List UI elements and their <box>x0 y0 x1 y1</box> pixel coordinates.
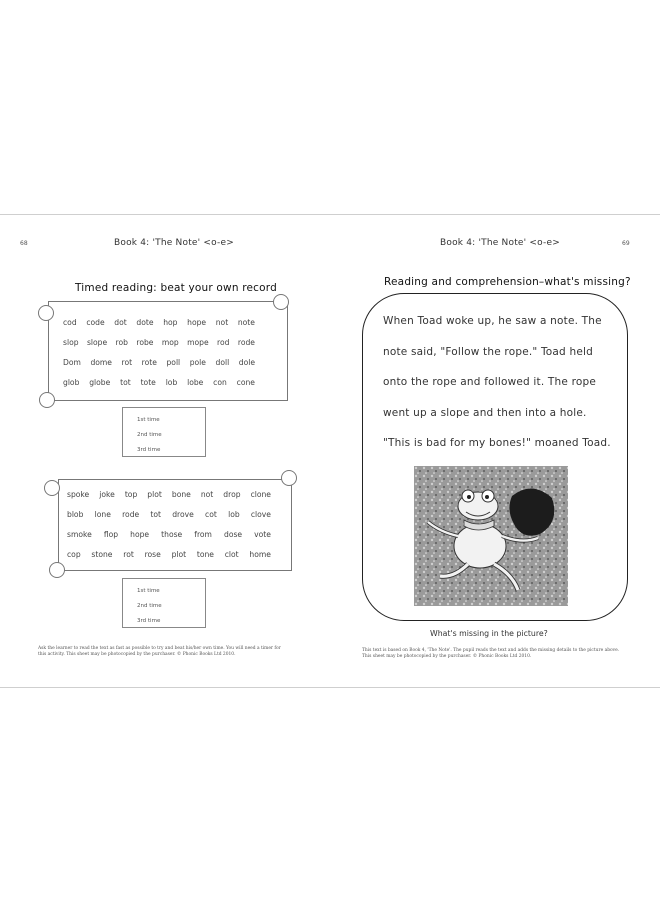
word: code <box>86 318 105 327</box>
word: rot <box>121 358 133 367</box>
right-page-number: 69 <box>622 240 630 247</box>
word: tone <box>196 550 214 559</box>
word-row <box>63 338 255 347</box>
word: plot <box>147 490 162 499</box>
word: spoke <box>67 490 90 499</box>
scroll-curl-left <box>44 480 60 496</box>
word: dose <box>224 530 243 539</box>
word: drove <box>172 510 194 519</box>
word: cone <box>236 378 255 387</box>
word: lob <box>165 378 178 387</box>
word: tot <box>120 378 131 387</box>
left-page-title: Timed reading: beat your own record <box>75 282 277 294</box>
right-page-footer: This text is based on Book 4, 'The Note'. The pupil reads the text and adds the missing details to the picture above. This sheet may be photocopied by the purchaser. © Phonic Books Ltd 2010. <box>362 648 620 659</box>
word: flop <box>103 530 119 539</box>
word: clot <box>224 550 239 559</box>
word: rob <box>115 338 128 347</box>
passage-line: went up a slope and then into a hole. <box>383 407 587 419</box>
word-scroll-2 <box>58 479 292 571</box>
word-row <box>67 530 271 539</box>
word: blob <box>67 510 84 519</box>
time-label: 3rd time <box>137 447 161 453</box>
word: not <box>200 490 214 499</box>
word: rode <box>237 338 255 347</box>
word: slope <box>86 338 108 347</box>
word: cop <box>67 550 81 559</box>
word: hope <box>130 530 150 539</box>
word: poll <box>166 358 181 367</box>
right-page-header: Book 4: 'The Note' <o-e> <box>440 238 560 248</box>
word: hop <box>163 318 178 327</box>
word: rode <box>122 510 140 519</box>
word: home <box>249 550 271 559</box>
word-row <box>63 378 255 387</box>
time-label: 3rd time <box>137 618 161 624</box>
scroll-curl-top <box>273 294 289 310</box>
right-page-title: Reading and comprehension–what's missing? <box>384 276 631 288</box>
time-record-box-2 <box>122 578 206 628</box>
word: smoke <box>67 530 92 539</box>
word: not <box>215 318 229 327</box>
time-record-box-1 <box>122 407 206 457</box>
time-label: 2nd time <box>137 603 162 609</box>
scroll-curl-top <box>281 470 297 486</box>
word-row <box>63 358 255 367</box>
scroll-curl-bottom <box>49 562 65 578</box>
word: mop <box>161 338 179 347</box>
word: dole <box>238 358 255 367</box>
word: cod <box>63 318 77 327</box>
scroll-curl-left <box>38 305 54 321</box>
passage-line: When Toad woke up, he saw a note. The <box>383 315 602 327</box>
word: tot <box>150 510 162 519</box>
word: drop <box>223 490 241 499</box>
word: hope <box>187 318 207 327</box>
toad-illustration <box>414 466 568 606</box>
word: cot <box>205 510 217 519</box>
word: lob <box>228 510 240 519</box>
word: tote <box>140 378 156 387</box>
word: from <box>194 530 212 539</box>
word: lobe <box>187 378 204 387</box>
word: mope <box>187 338 209 347</box>
word-row <box>67 510 271 519</box>
word: globe <box>89 378 111 387</box>
word: rot <box>123 550 134 559</box>
word-row <box>67 490 271 499</box>
passage-line: "This is bad for my bones!" moaned Toad. <box>383 437 611 449</box>
word: stone <box>91 550 113 559</box>
word: robe <box>136 338 154 347</box>
word-row <box>63 318 255 327</box>
word: bone <box>171 490 191 499</box>
time-label: 1st time <box>137 588 160 594</box>
word: dot <box>114 318 127 327</box>
passage-line: note said, "Follow the rope." Toad held <box>383 346 593 358</box>
left-page-header: Book 4: 'The Note' <o-e> <box>114 238 234 248</box>
word: rod <box>217 338 230 347</box>
word: vote <box>254 530 271 539</box>
word: clone <box>250 490 271 499</box>
word: plot <box>171 550 187 559</box>
word: dote <box>136 318 154 327</box>
time-label: 2nd time <box>137 432 162 438</box>
scroll-curl-bottom <box>39 392 55 408</box>
passage-line: onto the rope and followed it. The rope <box>383 376 597 388</box>
word: slop <box>63 338 79 347</box>
word-scroll-1 <box>48 301 288 401</box>
word: dome <box>90 358 112 367</box>
word: doll <box>215 358 230 367</box>
word-row <box>67 550 271 559</box>
word: top <box>124 490 138 499</box>
word: lone <box>94 510 111 519</box>
word: glob <box>63 378 80 387</box>
picture-caption: What's missing in the picture? <box>430 629 548 638</box>
word: pole <box>189 358 206 367</box>
word: rose <box>144 550 161 559</box>
word: note <box>237 318 255 327</box>
left-page-footer: Ask the learner to read the text as fast as possible to try and beat his/her own time. You will need a timer for this activity. This sheet may be photocopied by the purchaser. © Phonic Books Ltd 2010. <box>38 646 281 657</box>
word: joke <box>99 490 115 499</box>
left-page-number: 68 <box>20 240 28 247</box>
word: Dom <box>63 358 81 367</box>
word: con <box>213 378 227 387</box>
time-label: 1st time <box>137 417 160 423</box>
word: rote <box>141 358 157 367</box>
word: those <box>161 530 183 539</box>
word: clove <box>250 510 271 519</box>
